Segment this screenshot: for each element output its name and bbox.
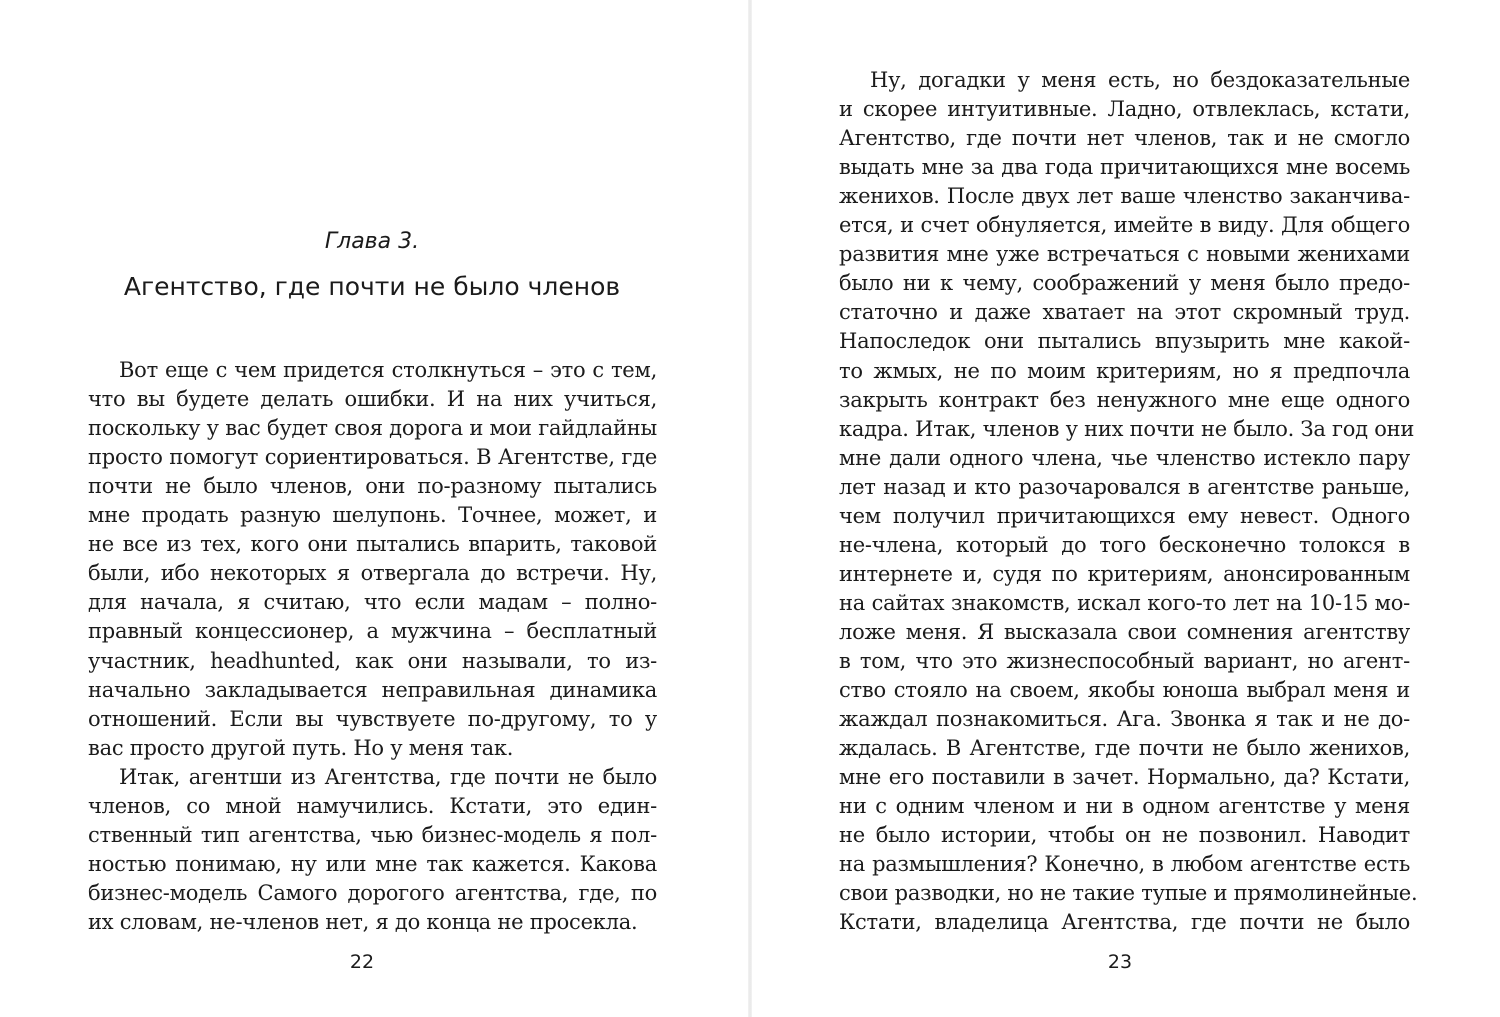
text-line: выдать мне за два года причитающихся мне восемь (839, 155, 1410, 180)
page-number-right: 23 (1107, 951, 1133, 973)
text-line: Вот еще с чем придется столкнуться – это с тем, (119, 358, 657, 382)
text-line: в том, что это жизнеспособный вариант, но агент- (839, 649, 1410, 673)
text-line: на размышления? Конечно, в любом агентстве есть (839, 852, 1410, 877)
text-line: почти не было членов, они по-разному пытались (88, 474, 657, 499)
text-line: Кстати, владелица Агентства, где почти не было (839, 910, 1410, 935)
text-line: развития мне уже встречаться с новыми женихами (839, 242, 1410, 267)
chapter-number: Глава 3. (324, 229, 420, 254)
text-line: не было истории, чтобы он не позвонил. Наводит (839, 823, 1410, 848)
text-line: было ни к чему, соображений у меня было предо- (839, 271, 1410, 296)
text-line: Ну, догадки у меня есть, но бездоказательные (870, 68, 1410, 92)
text-line: мне продать разную шелупонь. Точнее, может, и (88, 503, 657, 528)
text-line: не-члена, который до того бесконечно толокся в (839, 532, 1410, 557)
text-line: бизнес-модель Самого дорогого агентства, где, по (88, 880, 657, 905)
text-line: мне дали одного члена, чье членство истекло пару (839, 445, 1410, 470)
page-number-left: 22 (349, 951, 375, 973)
text-line: женихов. После двух лет ваше членство заканчива- (839, 184, 1410, 209)
text-line: лет назад и кто разочаровался в агентстве раньше, (839, 474, 1410, 499)
text-line: что вы будете делать ошибки. И на них учиться, (88, 387, 657, 412)
text-line: Итак, агентши из Агентства, где почти не было (119, 764, 657, 789)
text-line: ется, и счет обнуляется, имейте в виду. Для общего (839, 213, 1410, 238)
text-line: не все из тех, кого они пытались впарить, таковой (88, 532, 657, 557)
text-line: участник, headhunted, как они называли, то из- (88, 648, 657, 673)
text-line: поскольку у вас будет своя дорога и мои гайдлайны (88, 416, 657, 441)
text-line: на сайтах знакомств, искал кого-то лет на 10-15 мо- (839, 590, 1410, 615)
text-line: чем получил причитающихся ему невест. Одного (839, 503, 1410, 528)
text-line: ни с одним членом и ни в одном агентстве у меня (839, 794, 1410, 819)
text-line: закрыть контракт без ненужного мне еще одного (839, 387, 1410, 412)
text-line: Агентство, где почти нет членов, так и не смогло (839, 126, 1410, 151)
text-line: ложе меня. Я высказала свои сомнения агентству (839, 619, 1410, 644)
text-line: и скорее интуитивные. Ладно, отвлеклась, кстати, (839, 97, 1410, 122)
text-line: жаждал познакомиться. Ага. Звонка я так и не до- (839, 707, 1410, 732)
text-line: отношений. Если вы чувствуете по-другому, то у (88, 706, 657, 731)
text-line: начально закладывается неправильная динамика (88, 677, 657, 702)
text-line: кадра. Итак, членов у них почти не было. За год они (839, 416, 1415, 441)
text-line: членов, со мной намучились. Кстати, это един- (88, 793, 657, 818)
right-page (750, 0, 1500, 1017)
text-line: ство стояло на своем, якобы юноша выбрал меня и (839, 678, 1410, 703)
text-line: их словам, не-членов нет, я до конца не просекла. (88, 909, 638, 934)
text-line: мне его поставили в зачет. Нормально, да? Кстати, (839, 765, 1410, 790)
text-line: свои разводки, но не такие тупые и прямолинейные. (839, 881, 1418, 906)
text-line: ждалась. В Агентстве, где почти не было женихов, (839, 736, 1410, 761)
text-line: просто помогут сориентироваться. В Агентстве, где (88, 445, 657, 470)
text-line: для начала, я считаю, что если мадам – полно- (88, 590, 657, 615)
text-line: статочно и даже хватает на этот скромный труд. (839, 300, 1410, 325)
text-line: правный концессионер, а мужчина – бесплатный (88, 619, 657, 644)
text-line: ственный тип агентства, чью бизнес-модель я пол- (88, 822, 657, 847)
text-line: были, ибо некоторых я отвергала до встречи. Ну, (88, 561, 657, 586)
text-line: ностью понимаю, ну или мне так кажется. Какова (88, 851, 657, 876)
chapter-title: Агентство, где почти не было членов (123, 272, 621, 301)
text-line: интернете и, судя по критериям, анонсированным (839, 561, 1410, 586)
text-line: то жмых, не по моим критериям, но я предпочла (839, 358, 1410, 383)
text-line: вас просто другой путь. Но у меня так. (88, 735, 514, 760)
text-line: Напоследок они пытались впузырить мне какой- (839, 329, 1410, 354)
